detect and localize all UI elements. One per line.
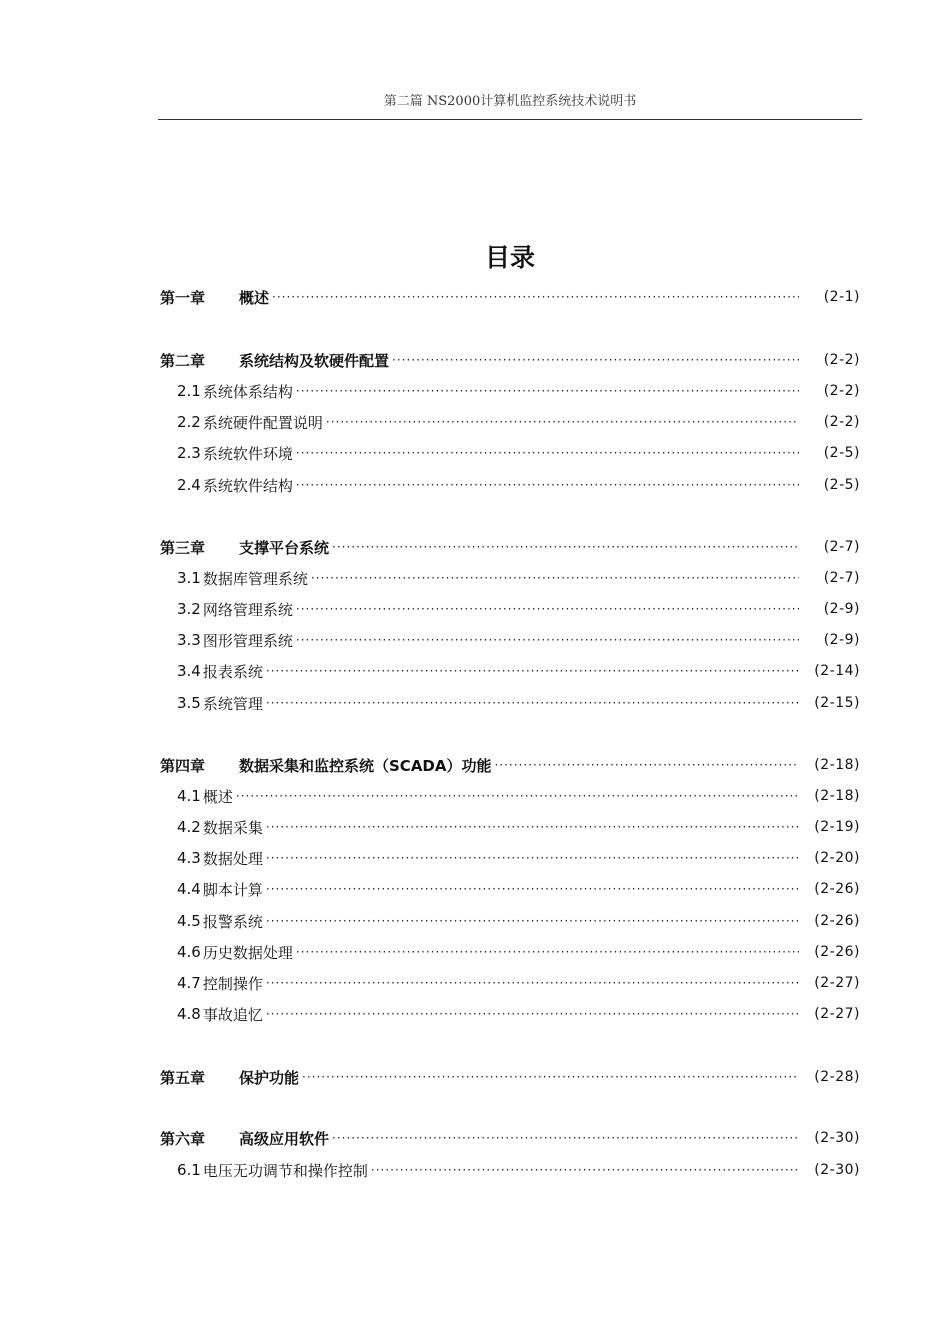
toc-entry-title: 系统结构及软硬件配置 bbox=[239, 351, 390, 370]
dot-leader bbox=[326, 415, 799, 429]
toc-section-entry[interactable] bbox=[160, 629, 860, 651]
toc-page-number: (2-2) bbox=[823, 414, 860, 430]
toc-chapter-entry[interactable] bbox=[160, 1066, 860, 1088]
dot-leader bbox=[266, 696, 799, 710]
toc-section-entry[interactable] bbox=[160, 941, 860, 963]
toc-entry-title: 脚本计算 bbox=[202, 880, 263, 899]
toc-entry-title: 数据采集 bbox=[202, 818, 263, 837]
dot-leader bbox=[272, 290, 799, 304]
toc-section-entry[interactable] bbox=[160, 692, 860, 714]
toc-section-entry[interactable] bbox=[160, 660, 860, 682]
running-header: 第二篇 NS2000计算机监控系统技术说明书 bbox=[383, 94, 637, 109]
toc-section-entry[interactable] bbox=[160, 910, 860, 932]
dot-leader bbox=[266, 820, 799, 834]
toc-entry-title: 事故追忆 bbox=[202, 1005, 263, 1024]
toc-page-number: (2-28) bbox=[814, 1069, 860, 1085]
dot-leader bbox=[332, 1131, 799, 1145]
toc-page-number: (2-7) bbox=[823, 570, 860, 586]
toc-entry-title: 报表系统 bbox=[202, 662, 263, 681]
toc-entry-number: 3.3 bbox=[177, 631, 201, 649]
toc-section-entry[interactable] bbox=[160, 972, 860, 994]
toc-entry-title: 保护功能 bbox=[239, 1068, 300, 1087]
dot-leader bbox=[494, 758, 799, 772]
toc-page-number: (2-20) bbox=[814, 850, 860, 866]
toc-chapter-entry[interactable] bbox=[160, 536, 860, 558]
toc-section-entry[interactable] bbox=[160, 847, 860, 869]
toc-entry-title: 数据采集和监控系统（SCADA）功能 bbox=[239, 756, 492, 775]
toc-section-entry[interactable] bbox=[160, 1003, 860, 1025]
toc-page-number: (2-5) bbox=[823, 445, 860, 461]
dot-leader bbox=[266, 851, 799, 865]
toc-entry-title: 电压无功调节和操作控制 bbox=[202, 1161, 368, 1180]
toc-entry-title: 数据处理 bbox=[202, 849, 263, 868]
header-rule bbox=[158, 119, 862, 120]
dot-leader bbox=[302, 1070, 799, 1084]
dot-leader bbox=[266, 882, 799, 896]
toc-entry-number: 2.1 bbox=[177, 382, 201, 400]
toc-page-number: (2-26) bbox=[814, 944, 860, 960]
toc-page-number: (2-7) bbox=[823, 539, 860, 555]
toc-chapter-entry[interactable] bbox=[160, 349, 860, 371]
dot-leader bbox=[266, 1007, 799, 1021]
toc-page-number: (2-27) bbox=[814, 975, 860, 991]
toc-page-number: (2-2) bbox=[823, 383, 860, 399]
toc-chapter-entry[interactable] bbox=[160, 286, 860, 308]
toc-page-number: (2-30) bbox=[814, 1162, 860, 1178]
toc-chapter-entry[interactable] bbox=[160, 754, 860, 776]
toc-page-number: (2-18) bbox=[814, 788, 860, 804]
dot-leader bbox=[266, 664, 799, 678]
toc-entry-title: 系统体系结构 bbox=[202, 382, 293, 401]
dot-leader bbox=[296, 446, 799, 460]
toc-entry-number: 2.2 bbox=[177, 413, 201, 431]
toc-section-entry[interactable] bbox=[160, 598, 860, 620]
toc-section-entry[interactable] bbox=[160, 474, 860, 496]
toc-page-number: (2-19) bbox=[814, 819, 860, 835]
toc-page-number: (2-18) bbox=[814, 757, 860, 773]
toc-page-number: (2-1) bbox=[823, 289, 860, 305]
toc-entry-title: 系统软件环境 bbox=[202, 444, 293, 463]
toc-page-number: (2-9) bbox=[823, 601, 860, 617]
toc-section-entry[interactable] bbox=[160, 411, 860, 433]
dot-leader bbox=[296, 602, 799, 616]
toc-entry-title: 报警系统 bbox=[202, 912, 263, 931]
toc-entry-number: 3.4 bbox=[177, 662, 201, 680]
toc-entry-number: 2.4 bbox=[177, 476, 201, 494]
toc-entry-number: 2.3 bbox=[177, 444, 201, 462]
toc-entry-number: 第四章 bbox=[160, 756, 206, 775]
toc-page-number: (2-2) bbox=[823, 352, 860, 368]
toc-section-entry[interactable] bbox=[160, 380, 860, 402]
toc-entry-title: 高级应用软件 bbox=[239, 1129, 330, 1148]
toc-section-entry[interactable] bbox=[160, 816, 860, 838]
toc-entry-number: 第五章 bbox=[160, 1068, 206, 1087]
toc-page-number: (2-27) bbox=[814, 1006, 860, 1022]
toc-entry-title: 数据库管理系统 bbox=[202, 569, 308, 588]
toc-entry-number: 3.5 bbox=[177, 694, 201, 712]
toc-entry-title: 系统硬件配置说明 bbox=[202, 413, 323, 432]
toc-entry-title: 概述 bbox=[202, 787, 233, 806]
dot-leader bbox=[332, 540, 799, 554]
toc-entry-number: 3.1 bbox=[177, 569, 201, 587]
toc-entry-title: 历史数据处理 bbox=[202, 943, 293, 962]
dot-leader bbox=[236, 789, 799, 803]
dot-leader bbox=[311, 571, 799, 585]
toc-page-number: (2-26) bbox=[814, 913, 860, 929]
toc-entry-title: 图形管理系统 bbox=[202, 631, 293, 650]
toc-section-entry[interactable] bbox=[160, 1159, 860, 1181]
dot-leader bbox=[296, 478, 799, 492]
toc-entry-number: 4.6 bbox=[177, 943, 201, 961]
toc-page-number: (2-15) bbox=[814, 695, 860, 711]
toc-entry-number: 第二章 bbox=[160, 351, 206, 370]
toc-entry-number: 4.3 bbox=[177, 849, 201, 867]
toc-page-number: (2-9) bbox=[823, 632, 860, 648]
dot-leader bbox=[266, 976, 799, 990]
toc-title: 目录 bbox=[484, 243, 535, 272]
toc-entry-title: 系统管理 bbox=[202, 694, 263, 713]
toc-entry-number: 第一章 bbox=[160, 288, 206, 307]
toc-entry-number: 4.4 bbox=[177, 880, 201, 898]
toc-page-number: (2-14) bbox=[814, 663, 860, 679]
toc-entry-title: 控制操作 bbox=[202, 974, 263, 993]
toc-entry-number: 4.7 bbox=[177, 974, 201, 992]
dot-leader bbox=[392, 353, 799, 367]
toc-entry-number: 4.8 bbox=[177, 1005, 201, 1023]
toc-entry-title: 网络管理系统 bbox=[202, 600, 293, 619]
dot-leader bbox=[296, 633, 799, 647]
toc-entry-number: 4.2 bbox=[177, 818, 201, 836]
toc-entry-title: 系统软件结构 bbox=[202, 476, 293, 495]
toc-entry-title: 支撑平台系统 bbox=[239, 538, 330, 557]
dot-leader bbox=[266, 914, 799, 928]
toc-entry-number: 3.2 bbox=[177, 600, 201, 618]
toc-section-entry[interactable] bbox=[160, 785, 860, 807]
toc-page-number: (2-30) bbox=[814, 1130, 860, 1146]
toc-entry-number: 6.1 bbox=[177, 1161, 201, 1179]
toc-section-entry[interactable] bbox=[160, 878, 860, 900]
toc-entry-title: 概述 bbox=[239, 288, 270, 307]
dot-leader bbox=[296, 945, 799, 959]
toc-entry-number: 4.5 bbox=[177, 912, 201, 930]
toc-entry-number: 4.1 bbox=[177, 787, 201, 805]
toc-entry-number: 第三章 bbox=[160, 538, 206, 557]
toc-section-entry[interactable] bbox=[160, 567, 860, 589]
toc-page-number: (2-5) bbox=[823, 477, 860, 493]
toc-entry-number: 第六章 bbox=[160, 1129, 206, 1148]
toc-page-number: (2-26) bbox=[814, 881, 860, 897]
toc-chapter-entry[interactable] bbox=[160, 1127, 860, 1149]
dot-leader bbox=[371, 1163, 799, 1177]
dot-leader bbox=[296, 384, 799, 398]
toc-section-entry[interactable] bbox=[160, 442, 860, 464]
